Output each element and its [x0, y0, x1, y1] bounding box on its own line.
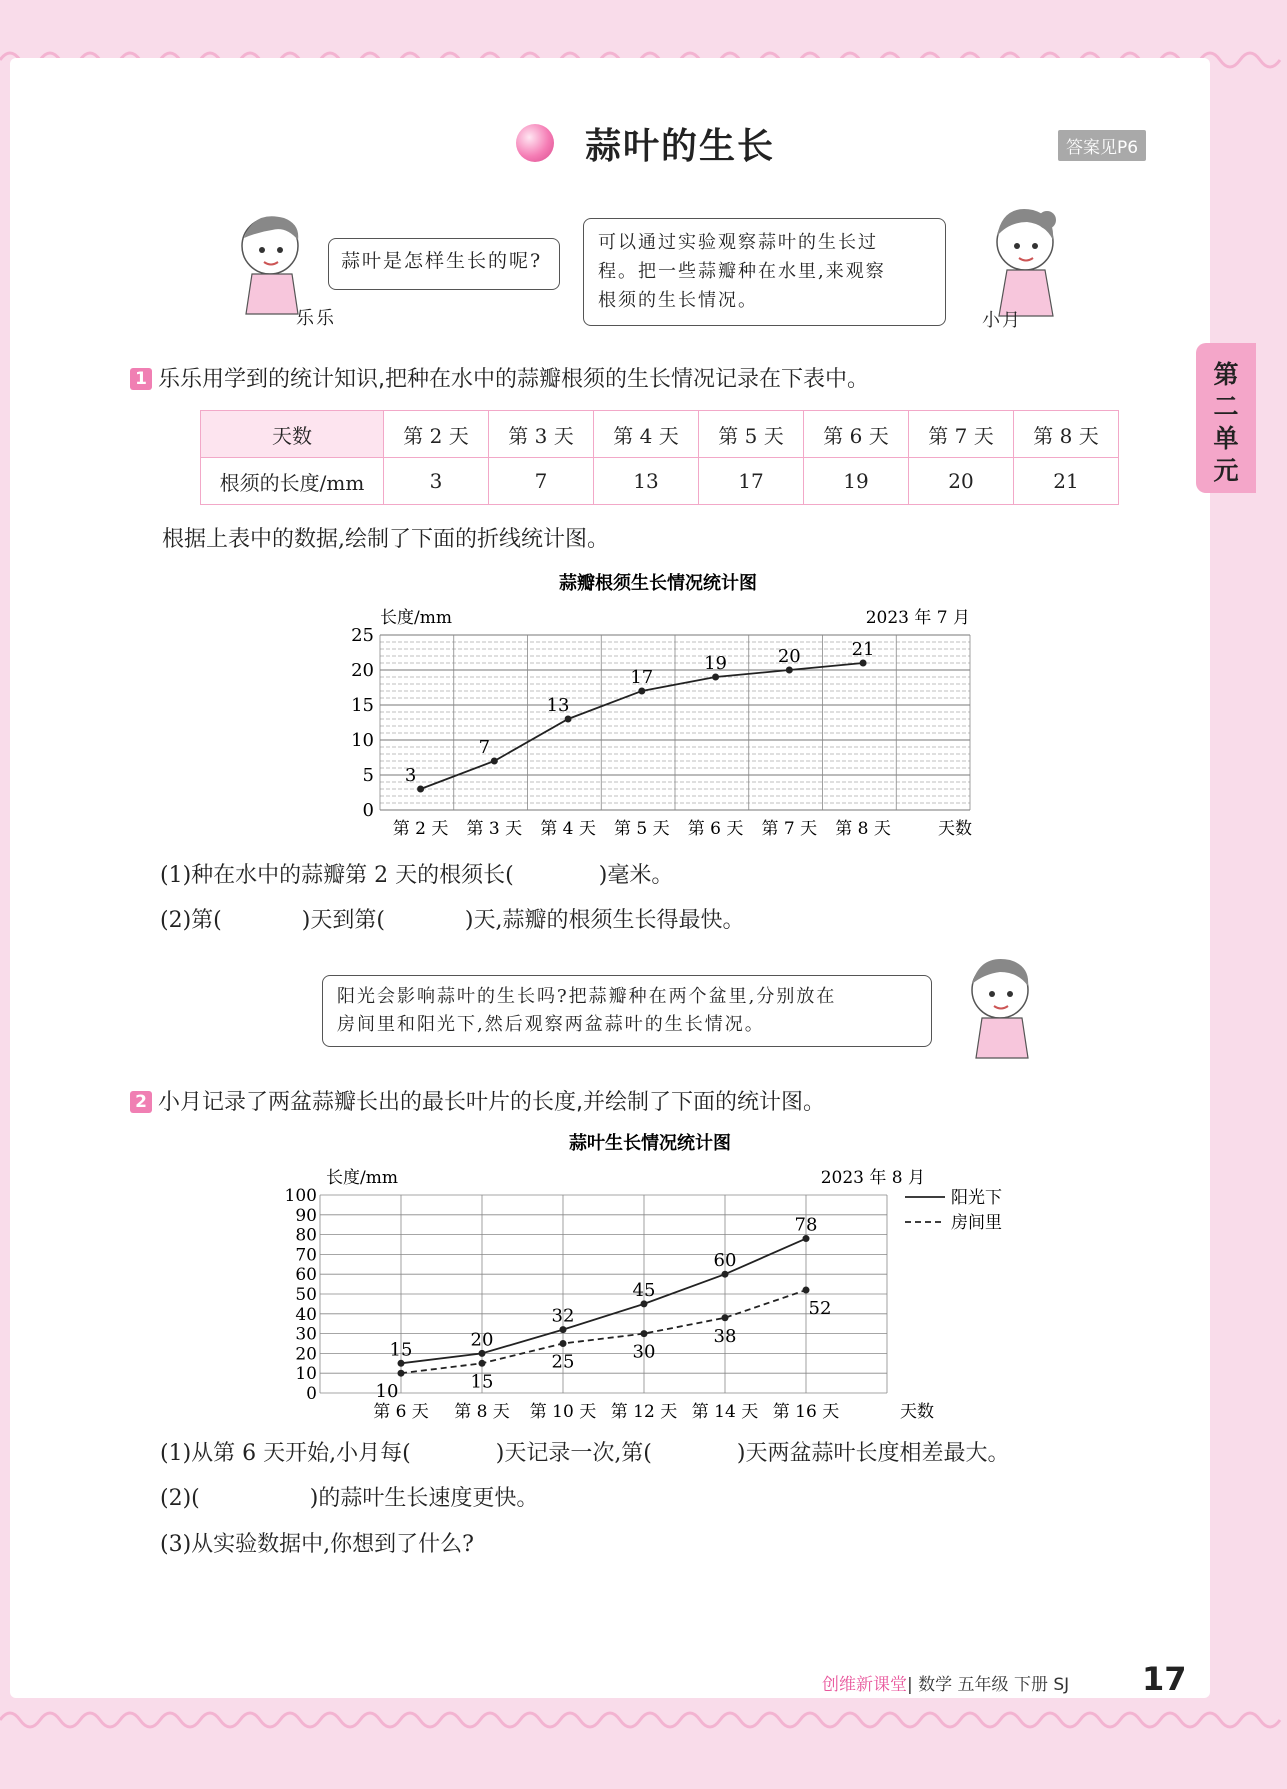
x-tick-label: 第 5 天 [614, 819, 670, 839]
root-length-table [200, 410, 1119, 505]
chart-date: 2023 年 7 月 [865, 608, 970, 628]
legend-label: 房间里 [951, 1213, 1002, 1233]
q1-sub2-text-a: (2)第( [160, 908, 222, 933]
xiaoyue-girl-icon [985, 200, 1065, 320]
y-tick-label: 40 [295, 1304, 317, 1325]
data-label: 52 [808, 1298, 832, 1320]
chart-title: 蒜瓣根须生长情况统计图 [559, 573, 757, 594]
xiaoyue-name: 小月 [982, 310, 1022, 331]
q2-sub2-text-b: )的蒜叶生长速度更快。 [309, 1486, 539, 1511]
x-axis-label: 天数 [900, 1402, 934, 1422]
q1-number: 1 [130, 368, 152, 390]
data-point [641, 1330, 648, 1337]
y-tick-label: 70 [295, 1245, 317, 1266]
y-tick-label: 10 [295, 1364, 317, 1385]
q2-stem-text: 小月记录了两盆蒜瓣长出的最长叶片的长度,并绘制了下面的统计图。 [158, 1090, 825, 1115]
xiaoyue-speech-bubble [583, 218, 946, 326]
chart-date: 2023 年 8 月 [820, 1168, 925, 1188]
data-point [786, 667, 793, 674]
teacher-girl-icon [962, 950, 1042, 1060]
table-cell-day: 第 7 天 [909, 411, 1014, 458]
table-row [201, 458, 1119, 505]
data-point [398, 1370, 405, 1377]
q2-sub1-text-b: )天记录一次,第( [495, 1441, 652, 1466]
mid-speech-line: 房间里和阳光下,然后观察两盆蒜叶的生长情况。 [337, 1014, 765, 1035]
unit-tab-char: 第 [1213, 360, 1239, 389]
series-line-room [401, 1290, 806, 1373]
data-point [398, 1360, 405, 1367]
x-tick-label: 第 2 天 [392, 819, 449, 839]
data-point [641, 1300, 648, 1307]
y-tick-label: 5 [362, 765, 374, 786]
q2-sub1 [160, 1436, 1010, 1467]
footer-brand: 创维新课堂 [822, 1675, 907, 1695]
unit-tab-char: 单 [1213, 424, 1239, 453]
table-cell-length: 13 [594, 458, 699, 505]
data-label: 7 [478, 737, 491, 758]
unit-tab-char: 元 [1213, 456, 1239, 485]
data-label: 32 [551, 1305, 575, 1327]
table-cell-day: 第 5 天 [699, 411, 804, 458]
table-cell-day: 第 2 天 [384, 411, 489, 458]
data-label: 60 [713, 1250, 737, 1272]
y-tick-label: 15 [351, 695, 374, 716]
y-axis-label: 长度/mm [326, 1168, 398, 1188]
chart-title: 蒜叶生长情况统计图 [569, 1133, 731, 1154]
data-label: 45 [632, 1279, 656, 1301]
x-tick-label: 第 8 天 [454, 1402, 510, 1422]
mid-speech-bubble [322, 975, 932, 1047]
table-cell-length: 19 [804, 458, 909, 505]
q2-sub3: (3)从实验数据中,你想到了什么? [160, 1532, 474, 1557]
lele-name: 乐乐 [296, 308, 336, 329]
y-tick-label: 0 [362, 800, 374, 821]
y-tick-label: 20 [351, 660, 374, 681]
y-axis-label: 长度/mm [380, 608, 452, 628]
lele-boy-icon [232, 208, 312, 318]
title-ball-icon [516, 124, 554, 162]
data-point [417, 786, 424, 793]
q1-after-table-text: 根据上表中的数据,绘制了下面的折线统计图。 [162, 527, 609, 552]
chart-root-growth [330, 565, 1010, 850]
unit-tab-char: 二 [1213, 392, 1239, 421]
data-point [638, 688, 645, 695]
data-point [712, 674, 719, 681]
data-label: 15 [389, 1339, 413, 1361]
q1-sub2 [160, 903, 745, 934]
table-header-length: 根须的长度/mm [201, 458, 384, 505]
data-label: 10 [375, 1381, 399, 1403]
data-label: 13 [546, 695, 570, 716]
q1-sub1-end: )毫米。 [598, 863, 674, 888]
bottom-wave-border [0, 1700, 1287, 1740]
table-cell-day: 第 3 天 [489, 411, 594, 458]
q1-sub1-text: (1)种在水中的蒜瓣第 2 天的根须长( [160, 863, 514, 888]
data-label: 30 [632, 1341, 656, 1363]
data-label: 78 [794, 1214, 818, 1236]
y-tick-label: 20 [295, 1344, 317, 1365]
y-tick-label: 60 [295, 1265, 317, 1286]
q2-sub1-text-c: )天两盆蒜叶长度相差最大。 [736, 1441, 1010, 1466]
data-label: 20 [777, 646, 801, 667]
data-point [560, 1340, 567, 1347]
footer-info [822, 1670, 1069, 1695]
y-tick-label: 25 [351, 625, 374, 646]
q1-sub2-text-c: )天,蒜瓣的根须生长得最快。 [464, 908, 745, 933]
data-label: 21 [851, 639, 875, 660]
lele-speech-bubble [328, 238, 560, 290]
x-tick-label: 第 7 天 [761, 819, 818, 839]
q2-sub1-text-a: (1)从第 6 天开始,小月每( [160, 1441, 411, 1466]
table-header-days: 天数 [201, 411, 384, 458]
table-cell-length: 7 [489, 458, 594, 505]
xiaoyue-speech-line: 可以通过实验观察蒜叶的生长过 [598, 232, 878, 253]
data-point [491, 758, 498, 765]
unit-tab [1196, 343, 1256, 493]
answer-reference: 答案见P6 [1058, 130, 1146, 161]
data-point [479, 1350, 486, 1357]
data-label: 19 [704, 653, 728, 674]
data-point [565, 716, 572, 723]
data-point [560, 1326, 567, 1333]
series-line-sunlight [401, 1239, 806, 1364]
q2-stem [130, 1085, 825, 1116]
mid-speech-line: 阳光会影响蒜叶的生长吗?把蒜瓣种在两个盆里,分别放在 [337, 986, 837, 1007]
lele-speech-text: 蒜叶是怎样生长的呢? [341, 250, 543, 272]
chart-leaf-growth [270, 1125, 1030, 1425]
x-tick-label: 第 12 天 [610, 1402, 678, 1422]
q1-sub1 [160, 858, 673, 889]
x-tick-label: 第 6 天 [687, 819, 744, 839]
data-label: 20 [470, 1329, 494, 1351]
y-tick-label: 30 [295, 1324, 317, 1345]
page-number: 17 [1142, 1660, 1187, 1698]
xiaoyue-speech-line: 程。把一些蒜瓣种在水里,来观察 [598, 261, 886, 282]
data-point [860, 660, 867, 667]
data-point [479, 1360, 486, 1367]
y-tick-label: 90 [295, 1205, 317, 1226]
q1-sub2-text-b: )天到第( [301, 908, 385, 933]
y-tick-label: 50 [295, 1285, 317, 1305]
data-point [722, 1314, 729, 1321]
y-tick-label: 10 [351, 730, 374, 751]
q1-stem [130, 362, 869, 393]
data-label: 15 [470, 1371, 494, 1393]
footer-book-info: | 数学 五年级 下册 SJ [907, 1675, 1070, 1695]
x-tick-label: 第 14 天 [691, 1402, 759, 1422]
table-cell-length: 21 [1014, 458, 1119, 505]
x-tick-label: 第 10 天 [529, 1402, 597, 1422]
q2-sub2 [160, 1481, 538, 1512]
data-label: 25 [551, 1351, 575, 1373]
data-label: 3 [404, 765, 417, 786]
data-point [803, 1235, 810, 1242]
table-cell-day: 第 4 天 [594, 411, 699, 458]
xiaoyue-speech-line: 根须的生长情况。 [598, 290, 758, 311]
x-tick-label: 第 6 天 [373, 1402, 429, 1422]
data-label: 17 [630, 667, 654, 688]
page-title: 蒜叶的生长 [585, 126, 776, 167]
table-row [201, 411, 1119, 458]
q1-stem-text: 乐乐用学到的统计知识,把种在水中的蒜瓣根须的生长情况记录在下表中。 [158, 367, 869, 392]
table-cell-day: 第 6 天 [804, 411, 909, 458]
table-cell-length: 20 [909, 458, 1014, 505]
y-tick-label: 80 [295, 1225, 317, 1246]
data-point [803, 1287, 810, 1294]
table-cell-length: 17 [699, 458, 804, 505]
legend-label: 阳光下 [951, 1188, 1002, 1208]
x-tick-label: 第 4 天 [540, 819, 596, 839]
x-tick-label: 第 8 天 [835, 819, 891, 839]
data-label: 38 [713, 1325, 737, 1347]
x-tick-label: 第 3 天 [466, 819, 523, 839]
y-tick-label: 100 [284, 1186, 317, 1206]
q2-sub2-text-a: (2)( [160, 1486, 200, 1511]
x-tick-label: 第 16 天 [772, 1402, 840, 1422]
table-cell-length: 3 [384, 458, 489, 505]
x-axis-label: 天数 [938, 819, 972, 839]
table-cell-day: 第 8 天 [1014, 411, 1119, 458]
y-tick-label: 0 [306, 1384, 317, 1404]
q2-number: 2 [130, 1091, 152, 1113]
data-point [722, 1271, 729, 1278]
